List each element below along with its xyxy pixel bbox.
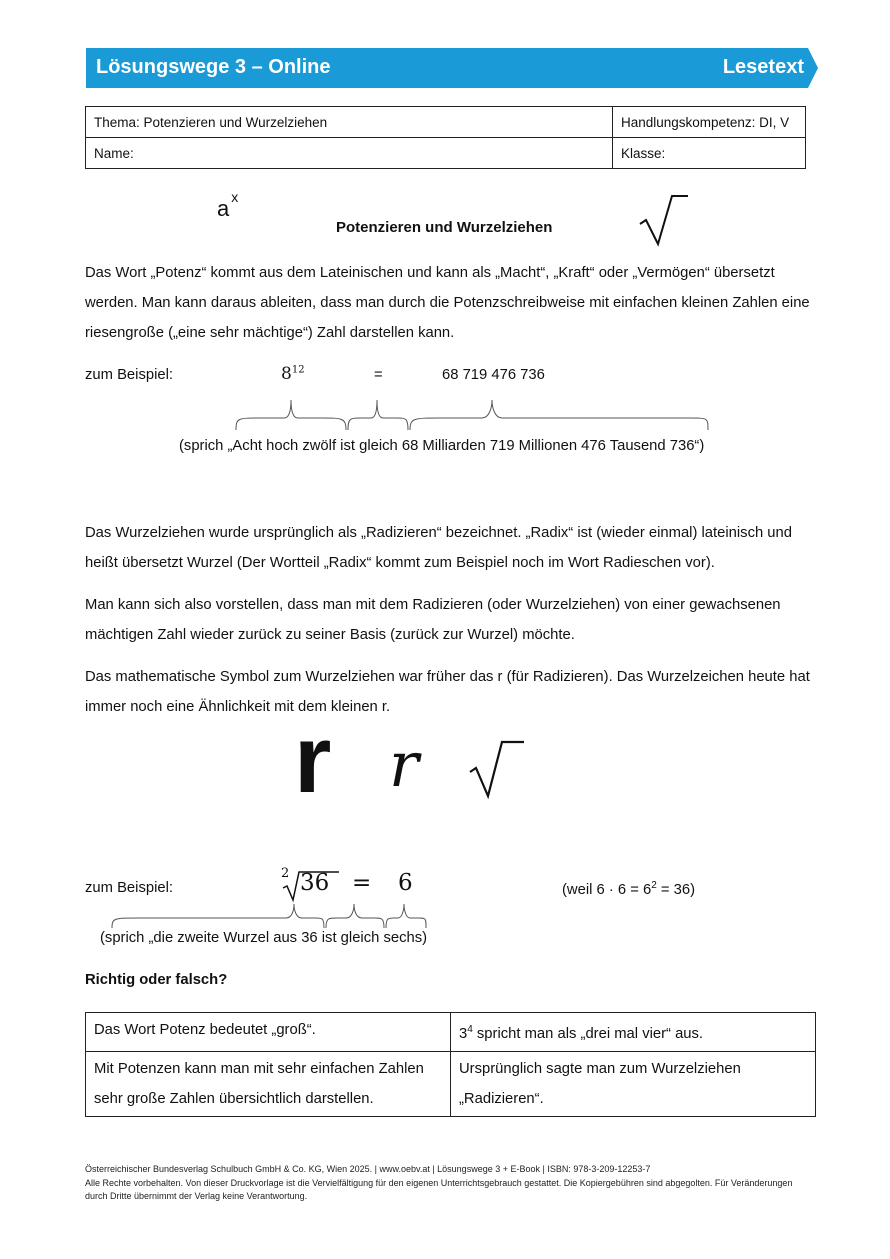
example2-result: 6 [398, 870, 413, 896]
brace-base [236, 400, 346, 430]
banner-title: Lösungswege 3 – Online [96, 56, 331, 78]
paragraph-intro: Das Wort „Potenz“ kommt aus dem Lateinischen und kann als „Macht“, „Kraft“ oder „Vermögen“ übersetzt werden. Man kann daraus ableiten, dass man durch die Potenzschreibweise mit einfachen kleinen Zahlen eine riesengroße („eine sehr mächtige“) Zahl darstellen kann. [85, 265, 810, 341]
example1-base: 8 [281, 364, 292, 384]
brace-result2 [386, 904, 426, 928]
brace-equals [348, 400, 408, 430]
example1-spoken: (sprich „Acht hoch zwölf ist gleich 68 Milliarden 719 Millionen 476 Tausend 736“) [179, 438, 705, 454]
brace-result [410, 400, 708, 430]
root-index: 2 [281, 866, 290, 881]
example2-equals: = [352, 870, 372, 896]
letter-r-handwritten: r [389, 728, 419, 801]
paragraph-basis: Man kann sich also vorstellen, dass man mit dem Radizieren (oder Wurzelziehen) von einer gewachsenen mächtigen Zahl wieder zurück zu seiner Basis (zurück zur Wurzel) möchte. [85, 597, 781, 643]
footer-line-2: Alle Rechte vorbehalten. Von dieser Druckvorlage ist die Vervielfältigung für den eigenen Unterrichtsgebrauch gestattet. Die Kopiergebühren sind abgegolten. Für Veränderungen durch Dritte übernimmt der Verlag keine Verantwortung. [85, 1177, 793, 1201]
competence-cell: Handlungskompetenz: DI, V [613, 107, 806, 138]
footer-line-1: Österreichischer Bundesverlag Schulbuch GmbH & Co. KG, Wien 2025. | www.oebv.at | Lösungswege 3 + E-Book | ISBN: 978-3-209-12253-7 [85, 1164, 651, 1174]
page-title: Potenzieren und Wurzelziehen [336, 219, 553, 236]
power-exponent: x [231, 189, 239, 205]
example1-equals: = [374, 367, 383, 383]
power-base: a [217, 196, 230, 221]
quiz-cell-2-exp: 4 [467, 1024, 473, 1035]
brace-root [112, 904, 324, 928]
name-cell: Name: [86, 138, 613, 169]
letter-r-print: r [294, 706, 332, 813]
power-symbol [217, 189, 239, 222]
example1-label: zum Beispiel: [85, 367, 173, 383]
paragraph-radix: Das Wurzelziehen wurde ursprünglich als „Radizieren“ bezeichnet. „Radix“ ist (wieder einmal) lateinisch und heißt übersetzt Wurzel (Der Wortteil „Radix“ kommt zum Beispiel noch im Wort Radieschen vor). [85, 525, 792, 571]
quiz-cell-3: Mit Potenzen kann man mit sehr einfachen Zahlen sehr große Zahlen übersichtlich darstellen. [86, 1051, 451, 1116]
topic-cell: Thema: Potenzieren und Wurzelziehen [86, 107, 613, 138]
example1-exponent: 12 [291, 364, 305, 376]
quiz-cell-1: Das Wort Potenz bedeutet „groß“. [86, 1013, 451, 1052]
example2-label: zum Beispiel: [85, 880, 173, 896]
example2-because [562, 880, 695, 898]
quiz-cell-2-base: 3 [459, 1025, 468, 1042]
class-cell: Klasse: [613, 138, 806, 169]
root-symbol-icon [638, 190, 690, 252]
footer [85, 1163, 810, 1204]
paragraph-symbol: Das mathematische Symbol zum Wurzelziehen war früher das r (für Radizieren). Das Wurzelzeichen heute hat immer noch eine Ähnlichkeit mit dem kleinen r. [85, 669, 810, 715]
example2-spoken: (sprich „die zweite Wurzel aus 36 ist gleich sechs) [100, 930, 428, 946]
banner-label: Lesetext [722, 56, 804, 78]
brace-equals2 [326, 904, 384, 928]
radicand: 36 [300, 870, 330, 896]
quiz-cell-2 [451, 1013, 816, 1052]
quiz-cell-2-text: spricht man als „drei mal vier“ aus. [472, 1025, 704, 1042]
example2-braces [100, 902, 430, 932]
example1-result: 68 719 476 736 [442, 367, 545, 383]
header-banner [86, 48, 818, 88]
because-exp: 2 [651, 880, 657, 891]
because-prefix: (weil 6 · 6 = 6 [562, 881, 652, 898]
example1-braces [230, 396, 715, 436]
quiz-table [85, 1012, 816, 1117]
quiz-cell-4: Ursprünglich sagte man zum Wurzelziehen „Radizieren“. [451, 1051, 816, 1116]
example1-power [281, 364, 305, 384]
quiz-heading: Richtig oder falsch? [85, 972, 228, 988]
because-suffix: = 36) [656, 881, 696, 898]
evolution-root-icon [468, 738, 528, 806]
meta-table [85, 106, 806, 169]
